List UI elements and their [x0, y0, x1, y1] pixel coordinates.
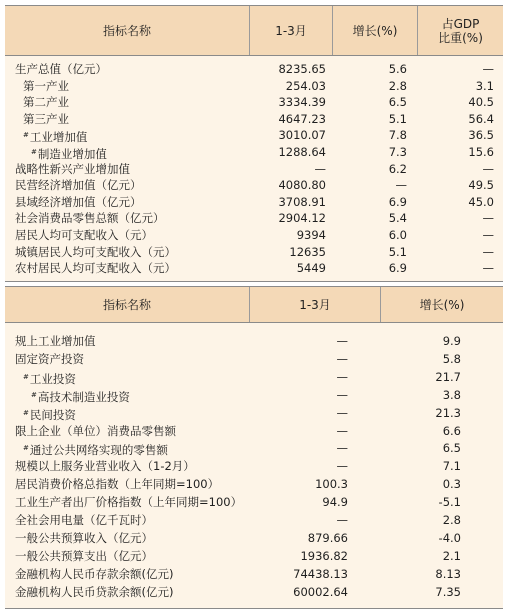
- row-growth: 9.9: [442, 334, 461, 348]
- row-share: —: [482, 244, 494, 259]
- row-growth: 5.1: [388, 244, 407, 259]
- row-value: —: [336, 513, 348, 527]
- row-label: [15, 512, 153, 528]
- row-value: 254.03: [285, 78, 326, 93]
- row-label: [23, 440, 168, 458]
- row-growth: 6.5: [388, 95, 407, 110]
- table1-header-name: 指标名称: [102, 23, 151, 38]
- row-growth: —: [395, 178, 407, 193]
- table-row: [5, 530, 503, 546]
- row-label-text: 全社会用电量（亿千瓦时）: [15, 513, 153, 527]
- row-label: [15, 227, 153, 243]
- row-share: 40.5: [468, 95, 494, 110]
- row-value: —: [336, 334, 348, 348]
- row-growth: 6.0: [388, 228, 407, 242]
- row-growth: 7.8: [388, 128, 407, 143]
- row-value: 74438.13: [293, 566, 348, 581]
- row-mark: #: [23, 131, 29, 140]
- row-label-text: 工业生产者出厂价格指数（上年同期=100）: [15, 495, 243, 510]
- row-value: 60002.64: [293, 584, 348, 599]
- row-share: —: [482, 161, 494, 176]
- table1-header: [5, 5, 503, 56]
- row-growth: 5.8: [442, 351, 461, 366]
- row-mark: #: [31, 148, 37, 156]
- table-row: [5, 387, 503, 403]
- table-row: [5, 260, 503, 276]
- row-share: —: [482, 261, 494, 276]
- table-row: [5, 177, 503, 193]
- row-value: 9394: [296, 228, 326, 242]
- row-growth: 21.7: [435, 369, 461, 384]
- table-row: [5, 494, 503, 510]
- row-value: —: [336, 369, 348, 384]
- row-growth: 7.3: [388, 145, 407, 159]
- row-value: —: [336, 405, 348, 420]
- table-row: [5, 512, 503, 528]
- row-share: 15.6: [468, 145, 494, 159]
- row-label-text: 工业增加值: [29, 130, 88, 145]
- table-row: [5, 94, 503, 110]
- row-label-text: 战略性新兴产业增加值: [15, 161, 130, 176]
- row-label: [23, 127, 87, 145]
- row-value: 94.9: [322, 495, 348, 510]
- row-label-text: 通过公共网络实现的零售额: [29, 443, 168, 458]
- row-label-text: 农村居民人均可支配收入（元）: [15, 261, 176, 276]
- row-label: [15, 61, 107, 77]
- table-row: [5, 78, 503, 94]
- row-label: [15, 177, 142, 193]
- row-value: 100.3: [315, 477, 348, 492]
- row-label-text: 一般公共预算收入（亿元）: [15, 530, 153, 545]
- row-label: [31, 144, 107, 162]
- table-row: [5, 423, 503, 439]
- row-label: [15, 161, 130, 177]
- row-label: [15, 194, 142, 210]
- table-row: [5, 548, 503, 564]
- row-label-text: 城镇居民人均可支配收入（元）: [15, 244, 176, 259]
- row-growth: 6.9: [388, 261, 407, 276]
- row-growth: 7.35: [435, 584, 461, 599]
- table-row: [5, 127, 503, 143]
- row-label: [23, 111, 69, 127]
- table-row: [5, 333, 503, 349]
- row-share: —: [482, 228, 494, 242]
- row-value: 4647.23: [278, 111, 326, 126]
- table-row: [5, 210, 503, 226]
- table2-header-period: 1-3月: [299, 297, 331, 312]
- row-label-text: 金融机构人民币存款余额(亿元): [15, 566, 174, 581]
- row-label-text: 民营经济增加值（亿元）: [15, 178, 142, 193]
- row-label: [15, 210, 165, 226]
- row-growth: -5.1: [438, 495, 461, 510]
- row-label: [23, 369, 76, 387]
- row-growth: 0.3: [442, 477, 461, 492]
- table-row: [5, 566, 503, 582]
- row-share: —: [482, 211, 494, 226]
- row-growth: 6.6: [442, 423, 461, 438]
- row-growth: 6.9: [388, 194, 407, 209]
- row-label: [15, 244, 176, 260]
- row-label: [15, 333, 96, 349]
- row-label-text: 规模以上服务业营业收入（1-2月）: [15, 459, 195, 474]
- row-value: —: [336, 423, 348, 438]
- row-label-text: 居民人均可支配收入（元）: [15, 228, 153, 242]
- table1-header-period: 1-3月: [275, 23, 307, 38]
- table1-body: [5, 56, 503, 282]
- row-label-text: 社会消费品零售总额（亿元）: [15, 211, 165, 226]
- row-label-text: 第二产业: [23, 95, 69, 110]
- row-label: [15, 548, 153, 564]
- table1-header-growth: 增长(%): [352, 23, 398, 38]
- row-label-text: 第一产业: [23, 78, 69, 93]
- row-label: [15, 351, 84, 367]
- row-label-text: 金融机构人民币贷款余额(亿元): [15, 584, 174, 599]
- table-row: [5, 458, 503, 474]
- row-value: 3334.39: [278, 95, 326, 110]
- table-row: [5, 369, 503, 385]
- row-growth: 6.5: [442, 441, 461, 456]
- table2-header-growth: 增长(%): [419, 297, 465, 312]
- row-growth: 5.4: [388, 211, 407, 226]
- row-label: [15, 584, 173, 600]
- row-label: [23, 78, 69, 94]
- row-label: [15, 260, 176, 276]
- table-row: [5, 476, 503, 492]
- table-row: [5, 111, 503, 127]
- row-label-text: 生产总值（亿元）: [15, 62, 107, 76]
- row-share: 56.4: [468, 111, 494, 126]
- row-share: 45.0: [468, 194, 494, 209]
- row-growth: 8.13: [435, 566, 461, 581]
- row-value: 3010.07: [278, 128, 326, 143]
- row-value: 879.66: [307, 530, 348, 545]
- row-label-text: 限上企业（单位）消费品零售额: [15, 423, 176, 438]
- table2-header-name: 指标名称: [102, 297, 151, 312]
- row-label-text: 工业投资: [29, 371, 76, 386]
- row-growth: 3.8: [442, 387, 461, 402]
- row-label-text: 民间投资: [29, 407, 76, 422]
- row-share: —: [482, 62, 494, 76]
- table-row: [5, 144, 503, 160]
- table-row: [5, 244, 503, 260]
- row-mark: #: [31, 390, 37, 399]
- row-label: [23, 94, 69, 110]
- row-label: [15, 494, 242, 510]
- row-share: 3.1: [475, 78, 494, 93]
- row-label: [23, 405, 76, 423]
- table-row: [5, 351, 503, 367]
- row-growth: -4.0: [438, 530, 461, 545]
- row-value: 12635: [289, 244, 326, 259]
- row-growth: 5.1: [388, 111, 407, 126]
- row-label-text: 居民消费价格总指数（上年同期=100）: [15, 477, 220, 492]
- row-value: —: [336, 387, 348, 402]
- row-value: —: [336, 351, 348, 366]
- row-growth: 2.1: [442, 548, 461, 563]
- table-row: [5, 161, 503, 177]
- table2-header: [5, 286, 503, 323]
- row-value: 1288.64: [278, 145, 326, 159]
- table-row: [5, 61, 503, 77]
- row-mark: #: [23, 444, 29, 453]
- table1-header-share: 占GDP 比重(%): [438, 16, 483, 45]
- row-growth: 7.1: [442, 459, 461, 474]
- row-label: [31, 387, 130, 405]
- table-row: [5, 440, 503, 456]
- row-growth: 2.8: [388, 78, 407, 93]
- table-row: [5, 405, 503, 421]
- row-label: [15, 458, 195, 474]
- row-value: —: [336, 441, 348, 456]
- row-value: 5449: [296, 261, 326, 276]
- row-value: 8235.65: [278, 62, 326, 76]
- row-label: [15, 530, 153, 546]
- row-label: [15, 476, 219, 492]
- row-label-text: 固定资产投资: [15, 351, 84, 366]
- row-growth: 21.3: [435, 405, 461, 420]
- table-row: [5, 194, 503, 210]
- row-label-text: 高技术制造业投资: [37, 389, 130, 404]
- row-value: 2904.12: [278, 211, 326, 226]
- row-share: 49.5: [468, 178, 494, 193]
- row-mark: #: [23, 372, 29, 381]
- table-row: [5, 227, 503, 243]
- row-value: —: [314, 161, 326, 176]
- row-label-text: 一般公共预算支出（亿元）: [15, 548, 153, 563]
- row-label-text: 县域经济增加值（亿元）: [15, 194, 142, 209]
- row-label-text: 规上工业增加值: [15, 334, 96, 348]
- row-mark: #: [23, 408, 29, 417]
- row-label-text: 制造业增加值: [37, 147, 107, 161]
- row-value: —: [336, 459, 348, 474]
- row-growth: 6.2: [388, 161, 407, 176]
- row-label-text: 第三产业: [23, 111, 69, 126]
- row-value: 1936.82: [300, 548, 348, 563]
- table2-body: [5, 323, 503, 609]
- row-value: 3708.91: [278, 194, 326, 209]
- row-growth: 5.6: [388, 62, 407, 76]
- table-row: [5, 584, 503, 600]
- row-share: 36.5: [468, 128, 494, 143]
- row-value: 4080.80: [278, 178, 326, 193]
- row-label: [15, 566, 173, 582]
- row-growth: 2.8: [442, 513, 461, 527]
- row-label: [15, 423, 176, 439]
